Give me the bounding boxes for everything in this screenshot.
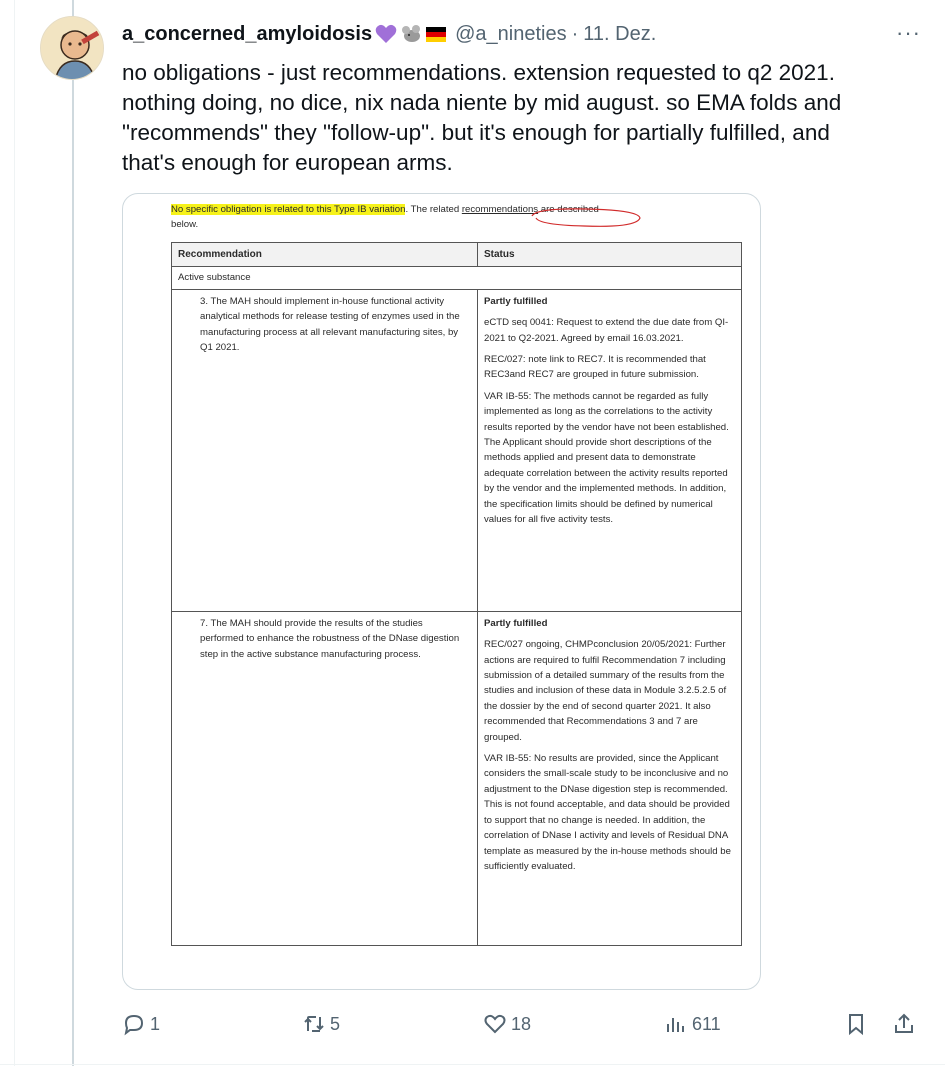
share-icon	[892, 1012, 916, 1036]
tweet-text	[122, 58, 912, 178]
underlined-text: recommendations	[461, 204, 539, 215]
tweet-text-line: "recommends" they "follow-up". but it's enough for partially fulfilled, and	[122, 120, 830, 145]
separator-dot: ·	[571, 22, 579, 45]
heart-icon	[483, 1012, 507, 1036]
tweet-text-line: that's enough for european arms.	[122, 150, 453, 175]
bookmark-icon	[844, 1012, 868, 1036]
highlighted-text: No specific obligation is related to this Type IB variation	[171, 204, 406, 215]
intro-text-line2: below.	[171, 219, 199, 231]
tweet-text-line: no obligations - just recommendations. extension requested to q2 2021.	[122, 60, 835, 85]
status-cell	[478, 611, 742, 945]
table-row	[172, 289, 742, 611]
intro-text: are described	[538, 204, 599, 215]
recommendation-cell: 3. The MAH should implement in-house functional activity analytical methods for release testing of enzymes used in the manufacturing process at all relevant manufacturing sites, by Q1 2021.	[172, 289, 478, 611]
bookmark-button[interactable]	[844, 1012, 868, 1036]
user-handle[interactable]: @a_nineties	[455, 22, 567, 45]
tweet-header	[122, 20, 656, 48]
status-paragraph: eCTD seq 0041: Request to extend the due date from QI-2021 to Q2-2021. Agreed by email 16.03.2021.	[484, 317, 729, 344]
table-header-row	[172, 243, 742, 267]
status-paragraph: REC/027: note link to REC7. It is recommended that REC3and REC7 are grouped in future submission.	[484, 354, 706, 381]
status-paragraph: REC/027 ongoing, CHMPconclusion 20/05/2021: Further actions are required to fulfil Recommendation 7 including submission of a detailed summary of the results from the studies and inclusion of these data in Module 3.2.5.2.5 of the dossier by the end of second quarter 2021. It also recommended that Recommendations 3 and 7 are grouped.	[484, 639, 727, 743]
views-icon	[664, 1012, 688, 1036]
table-section-row	[172, 267, 742, 289]
attached-image[interactable]	[122, 193, 761, 990]
status-title: Partly fulfilled	[484, 617, 548, 629]
left-edge-divider	[14, 0, 15, 1066]
status-title: Partly fulfilled	[484, 295, 548, 307]
table-row	[172, 611, 742, 945]
intro-text: . The related	[405, 204, 462, 215]
views-button[interactable]	[664, 1012, 721, 1036]
reply-count: 1	[150, 1013, 161, 1034]
purple-heart-icon	[375, 24, 397, 44]
thread-connector-line	[72, 0, 74, 1066]
status-paragraph: VAR IB-55: The methods cannot be regarded as fully implemented as long as the correlations to the activity results reported by the vendor have not been established. The Applicant should provide short descriptions of the methods applied and present data to demonstrate adequate correlation between the activity results reported by the vendor and the implemented methods. In addition, the specification limits should be defined by numerical values for all five activity tests.	[484, 390, 729, 526]
display-name[interactable]: a_concerned_amyloidosis	[122, 22, 373, 45]
avatar[interactable]	[40, 16, 104, 80]
like-count: 18	[511, 1013, 532, 1034]
section-label: Active substance	[172, 267, 742, 289]
status-paragraph: VAR IB-55: No results are provided, since the Applicant considers the small-scale study to be inconclusive and no adjustment to the DNase digestion step is recommended. This is not found acceptable, and data should be provided to support that no change is needed. In addition, the correlation of DNase I activity and levels of Residual DNA template as measured by the in-house methods should be sufficiently evaluated.	[484, 753, 731, 872]
repost-button[interactable]	[302, 1012, 340, 1036]
tweet-text-line: nothing doing, no dice, nix nada niente by mid august. so EMA folds and	[122, 90, 842, 115]
more-options-icon[interactable]: ···	[896, 20, 921, 45]
column-header-recommendation: Recommendation	[172, 243, 478, 267]
status-cell	[478, 289, 742, 611]
reply-icon	[122, 1012, 146, 1036]
share-button[interactable]	[892, 1012, 916, 1036]
german-flag-icon	[425, 24, 447, 44]
reply-button[interactable]	[122, 1012, 160, 1036]
tweet-bottom-divider	[0, 1064, 945, 1065]
action-bar	[122, 1012, 922, 1042]
recommendation-cell: 7. The MAH should provide the results of the studies performed to enhance the robustness of the DNase digestion step in the active substance manufacturing process.	[172, 611, 478, 945]
repost-icon	[302, 1012, 326, 1036]
recommendations-table	[171, 242, 742, 946]
column-header-status: Status	[478, 243, 742, 267]
mouse-icon	[400, 24, 422, 44]
avatar-illustration-icon	[41, 17, 104, 80]
repost-count: 5	[330, 1013, 341, 1034]
document-intro	[171, 202, 747, 236]
red-circle-annotation-icon	[526, 206, 646, 230]
view-count: 611	[692, 1013, 721, 1034]
timestamp[interactable]: 11. Dez.	[583, 22, 657, 45]
like-button[interactable]	[483, 1012, 531, 1036]
document-excerpt	[171, 202, 747, 872]
